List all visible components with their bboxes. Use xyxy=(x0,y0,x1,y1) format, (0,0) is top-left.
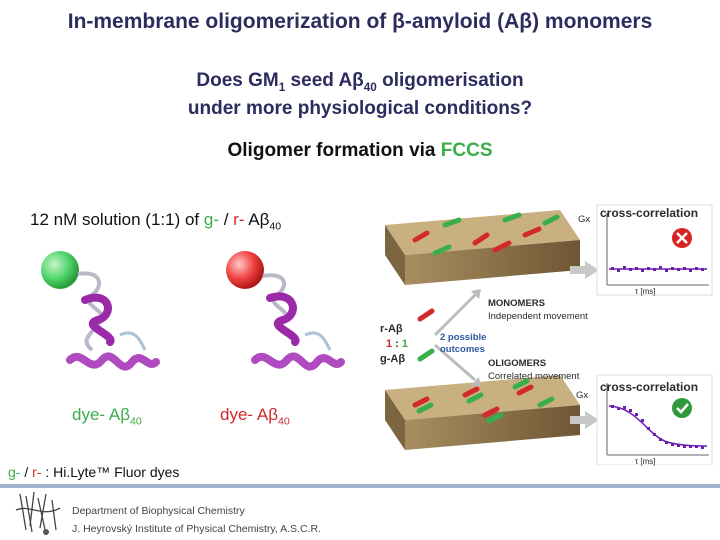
peptide-illustrations xyxy=(20,240,380,390)
question-text-c: oligomerisation xyxy=(376,70,524,91)
ratio-g-abeta: g-Aβ xyxy=(380,353,406,365)
institute-logo xyxy=(12,490,64,538)
bottom-plot-title: cross-correlation xyxy=(600,380,699,394)
fccs-word: FCCS xyxy=(440,140,493,161)
question-line-1 xyxy=(0,70,720,94)
linker-tail xyxy=(78,273,102,350)
fccs-figure xyxy=(375,195,715,465)
lower-helix xyxy=(255,356,341,366)
green-peptide xyxy=(41,251,156,367)
membrane-top xyxy=(385,210,580,285)
loop xyxy=(120,333,145,350)
solution-abeta: Aβ xyxy=(244,210,270,229)
monomers-title: MONOMERS xyxy=(488,298,545,309)
check-positive-icon xyxy=(672,398,692,418)
footnote-sep: / xyxy=(20,464,33,480)
outcome-arrow-up xyxy=(435,295,475,335)
solution-subscript: 40 xyxy=(269,220,282,233)
lower-helix xyxy=(70,356,156,366)
top-plot-title: cross-correlation xyxy=(600,206,699,220)
top-x-axis-label: τ [ms] xyxy=(635,287,656,296)
monomers-subtitle: Independent movement xyxy=(488,311,588,322)
fccs-heading-text: Oligomer formation via xyxy=(227,140,441,161)
gm-subscript: 1 xyxy=(278,80,286,94)
question-text-a: Does GM xyxy=(196,70,279,91)
oligomers-title: OLIGOMERS xyxy=(488,358,547,369)
top-gx-label: Gx xyxy=(578,214,591,225)
dye-label-sub: 40 xyxy=(277,415,290,428)
oligomers-subtitle: Correlated movement xyxy=(488,371,580,382)
bottom-gx-label: Gx xyxy=(576,390,589,401)
fccs-heading xyxy=(0,140,720,162)
dye-footnote xyxy=(8,464,179,480)
green-dye-ball xyxy=(41,251,79,289)
footer-divider xyxy=(0,484,720,488)
ratio-red-peptide xyxy=(420,311,432,319)
dye-label-sub: 40 xyxy=(129,415,142,428)
department-name: Department of Biophysical Chemistry xyxy=(72,505,245,517)
dye-label-red xyxy=(220,405,290,427)
dye-label-green xyxy=(72,405,142,427)
ratio-green-peptide xyxy=(420,351,432,359)
abeta-subscript: 40 xyxy=(363,80,377,94)
question-text-b: seed Aβ xyxy=(285,70,364,91)
solution-description xyxy=(30,210,281,232)
footnote-text: : Hi.Lyte™ Fluor dyes xyxy=(41,464,180,480)
dye-label-text: dye- Aβ xyxy=(220,405,278,424)
red-peptide xyxy=(226,251,341,367)
institute-name: J. Heyrovský Institute of Physical Chemistry, A.S.C.R. xyxy=(72,523,321,535)
question-line-2: under more physiological conditions? xyxy=(187,98,533,119)
footnote-r: r- xyxy=(32,464,42,480)
membrane-bottom xyxy=(385,375,580,450)
ratio-sep: : xyxy=(392,338,402,350)
footnote-g: g- xyxy=(8,464,21,480)
red-dye-ball xyxy=(226,251,264,289)
dye-label-text: dye- Aβ xyxy=(72,405,130,424)
loop xyxy=(305,333,330,350)
ratio-b: 1 xyxy=(401,338,409,350)
solution-text: 12 nM solution (1:1) of xyxy=(30,210,204,229)
ratio-one-to-one xyxy=(386,338,408,350)
solution-r: r- xyxy=(233,210,245,229)
bottom-x-axis-label: τ [ms] xyxy=(635,457,656,466)
solution-g: g- xyxy=(203,210,219,229)
slide-title: In-membrane oligomerization of β-amyloid (Aβ) monomers xyxy=(67,10,653,33)
solution-sep: / xyxy=(219,210,234,229)
outcomes-line-1: 2 possible xyxy=(440,332,487,343)
ratio-a: 1 xyxy=(386,338,393,350)
outcomes-line-2: outcomes xyxy=(440,344,485,355)
ratio-r-abeta: r-Aβ xyxy=(380,323,403,335)
